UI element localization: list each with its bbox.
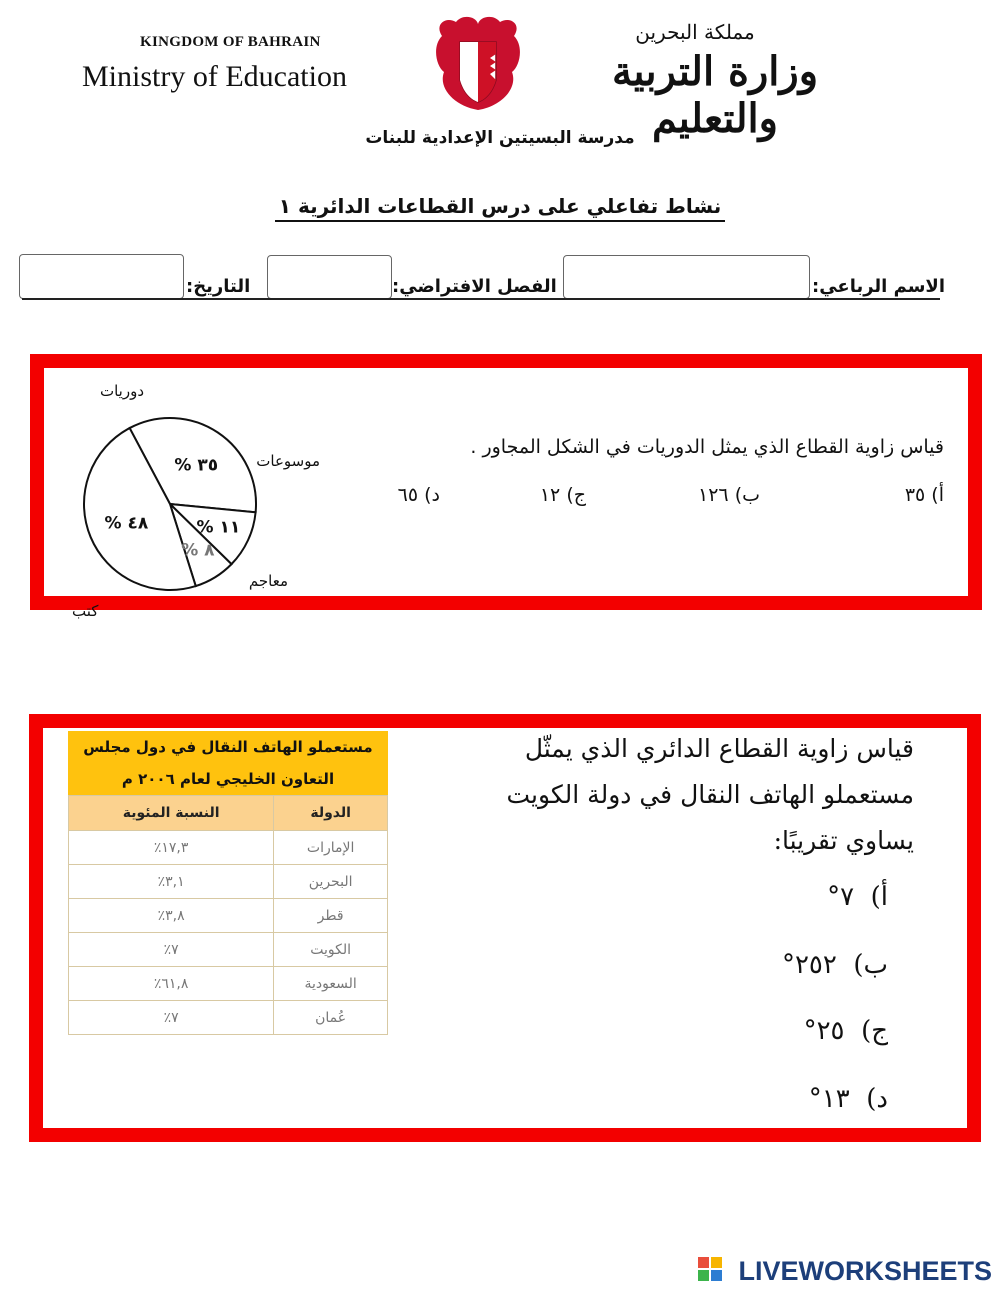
pie-value-label: ٤٨ % [104,513,149,534]
table-row [69,865,388,899]
ministry-ar: وزارة التربية والتعليم [611,48,819,142]
pie-slices [84,418,256,590]
table-cell-country: الكويت [274,933,388,967]
table-cell-percent: ٧٪ [69,933,274,967]
table-body [68,795,388,1035]
q1-choice-c[interactable] [540,484,586,506]
pie-chart [62,372,362,620]
table-title [68,731,388,795]
q1-choice-c-label: ج) [566,484,586,506]
q1-choice-b[interactable] [698,484,760,506]
pie-category-label: موسوعات [256,452,320,470]
q1-choice-a[interactable] [905,484,944,506]
q2-choice-c-value: ٢٥° [803,1016,845,1046]
q2-choice-a-label: أ) [870,882,888,912]
table-cell-percent: ٣,١٪ [69,865,274,899]
question2-line1: قياس زاوية القطاع الدائري الذي يمثّل [524,734,914,763]
table-cell-country: عُمان [274,1001,388,1035]
q1-choice-a-value: ٣٥ [904,484,926,506]
pie-value-label: ٣٥ % [174,455,219,476]
q1-choice-d[interactable] [398,484,440,506]
table-row [69,899,388,933]
table-cell-country: البحرين [274,865,388,899]
kingdom-ar: مملكة البحرين [635,20,755,44]
activity-title-text: نشاط تفاعلي على درس القطاعات الدائرية ١ [275,194,725,222]
q2-choice-a-value: ٧° [827,882,855,912]
table-cell-percent: ٦١,٨٪ [69,967,274,1001]
q2-choice-a[interactable] [827,882,888,912]
table-cell-percent: ٣,٨٪ [69,899,274,933]
q1-choice-b-label: ب) [734,484,760,506]
name-label: الاسم الرباعي: [812,276,946,297]
question1-text: قياس زاوية القطاع الذي يمثل الدوريات في الشكل المجاور . [470,436,944,458]
table-title-line2: التعاون الخليجي لعام ٢٠٠٦ م [121,770,335,788]
q2-choice-b[interactable] [782,950,888,980]
pie-value-label: ٨ % [181,540,215,561]
table-row [69,967,388,1001]
q1-choice-b-value: ١٢٦ [698,484,729,506]
pie-category-label: معاجم [248,572,288,590]
ministry-en: Ministry of Education [82,60,347,93]
footer-brand[interactable]: LIVEWORKSHEETS [738,1256,992,1286]
school-name: مدرسة البسيتين الإعدادية للبنات [365,128,635,148]
q1-choice-d-label: د) [424,484,440,506]
q1-choice-a-label: أ) [931,484,944,506]
table-row [69,831,388,865]
q2-choice-d[interactable] [809,1084,888,1114]
table-header-country: الدولة [274,796,388,831]
table-cell-percent: ٧٪ [69,1001,274,1035]
activity-title [270,194,730,218]
table-cell-percent: ١٧,٣٪ [69,831,274,865]
date-label: التاريخ: [186,276,251,297]
table-cell-country: قطر [274,899,388,933]
q2-choice-d-value: ١٣° [808,1084,850,1114]
kingdom-en: KINGDOM OF BAHRAIN [140,34,321,50]
table-cell-country: السعودية [274,967,388,1001]
question2-line2: مستعملو الهاتف النقال في دولة الكويت [506,780,914,809]
table-header-percent: النسبة المئوية [69,796,274,831]
pie-category-label: كتب [72,602,99,620]
table-row [69,933,388,967]
class-field[interactable] [267,255,392,299]
form-underline [22,298,940,300]
table-header-row [69,796,388,831]
table-row [69,1001,388,1035]
table-title-line1: مستعملو الهاتف النقال في دول مجلس [83,738,373,756]
name-field[interactable] [563,255,810,299]
q2-choice-c-label: ج) [861,1016,888,1046]
mobile-users-table [68,731,388,1035]
q2-choice-d-label: د) [866,1084,888,1114]
class-label: الفصل الافتراضي: [392,276,557,297]
q2-choice-b-value: ٢٥٢° [781,950,837,980]
q2-choice-b-label: ب) [853,950,888,980]
question2-line3: يساوي تقريبًا: [773,826,914,855]
bahrain-emblem-icon [432,14,524,112]
q2-choice-c[interactable] [804,1016,888,1046]
q1-choice-c-value: ١٢ [539,484,561,506]
q1-choice-d-value: ٦٥ [397,484,419,506]
table-cell-country: الإمارات [274,831,388,865]
pie-category-label: دوريات [99,382,145,400]
date-field[interactable] [19,254,184,299]
liveworksheets-logo-icon [698,1257,722,1281]
pie-value-label: ١١ % [196,517,241,538]
